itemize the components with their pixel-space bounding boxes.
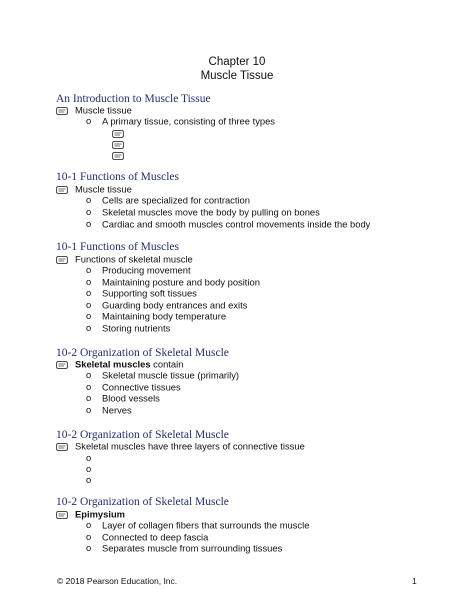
sub-item: o Maintaining body temperature [86,310,227,322]
bullet-bold-text: Skeletal muscles [75,358,151,370]
slide-bullet-icon [56,256,68,264]
chapter-title: Chapter 10 [208,56,266,68]
bullet-bold-text: Epimysium [75,508,126,520]
subsub-item [112,149,124,162]
slide-bullet-icon [56,511,68,519]
sub-item-text: A primary tissue, consisting of three types [102,115,275,127]
sub-item: o Layer of collagen fibers that surrounds the muscle [86,519,310,531]
circle-bullet: o [86,474,92,485]
section-heading: 10-1 Functions of Muscles [56,241,179,253]
circle-bullet: o [86,404,92,415]
sub-item: o Producing movement [86,264,191,276]
circle-bullet: o [86,287,92,298]
slide-bullet-icon [112,130,124,138]
sub-item: o Connected to deep fascia [86,531,209,543]
sub-item: o Separates muscle from surrounding tissues [86,542,283,554]
circle-bullet: o [86,206,92,217]
section-heading: 10-2 Organization of Skeletal Muscle [56,496,229,508]
circle-bullet: o [86,299,92,310]
circle-bullet: o [86,392,92,403]
page-number: 1 [412,576,417,586]
circle-bullet: o [86,310,92,321]
section-heading: 10-1 Functions of Muscles [56,171,179,183]
sub-item: o Connective tissues [86,381,181,393]
circle-bullet: o [86,218,92,229]
circle-bullet: o [86,369,92,380]
sub-item [86,474,102,487]
circle-bullet: o [86,531,92,542]
circle-bullet: o [86,322,92,333]
sub-item: o Storing nutrients [86,322,171,334]
sub-item: o Maintaining posture and body position [86,276,260,288]
bullet-item: Functions of skeletal muscle [56,253,193,266]
section-heading: 10-2 Organization of Skeletal Muscle [56,347,229,359]
circle-bullet: o [86,115,92,126]
bullet-item: Muscle tissue [56,183,132,196]
sub-item: o Skeletal muscles move the body by pulling on bones [86,206,320,218]
slide-bullet-icon [56,107,68,115]
sub-item: o Blood vessels [86,392,160,404]
slide-bullet-icon [56,186,68,194]
slide-bullet-icon [56,443,68,451]
circle-bullet: o [86,463,92,474]
section-heading: 10-2 Organization of Skeletal Muscle [56,429,229,441]
sub-item: o Nerves [86,404,132,416]
circle-bullet: o [86,264,92,275]
sub-item [86,115,275,128]
circle-bullet: o [86,452,92,463]
sub-item: o Skeletal muscle tissue (primarily) [86,369,240,381]
bullet-item: Skeletal muscles have three layers of connective tissue [56,440,305,453]
sub-item: o Supporting soft tissues [86,287,197,299]
chapter-subtitle: Muscle Tissue [200,70,274,82]
bullet-item: Skeletal muscles contain [56,358,183,371]
sub-item: o Cardiac and smooth muscles control movements inside the body [86,218,371,230]
footer-copyright: © 2018 Pearson Education, Inc. [57,576,178,586]
slide-bullet-icon [56,361,68,369]
circle-bullet: o [86,542,92,553]
circle-bullet: o [86,381,92,392]
slide-bullet-icon [112,152,124,160]
circle-bullet: o [86,519,92,530]
section-heading: An Introduction to Muscle Tissue [56,93,211,105]
circle-bullet: o [86,194,92,205]
bullet-text: Muscle tissue [75,104,132,116]
circle-bullet: o [86,276,92,287]
sub-item: o Cells are specialized for contraction [86,194,250,206]
slide-bullet-icon [112,141,124,149]
sub-item: o Guarding body entrances and exits [86,299,248,311]
